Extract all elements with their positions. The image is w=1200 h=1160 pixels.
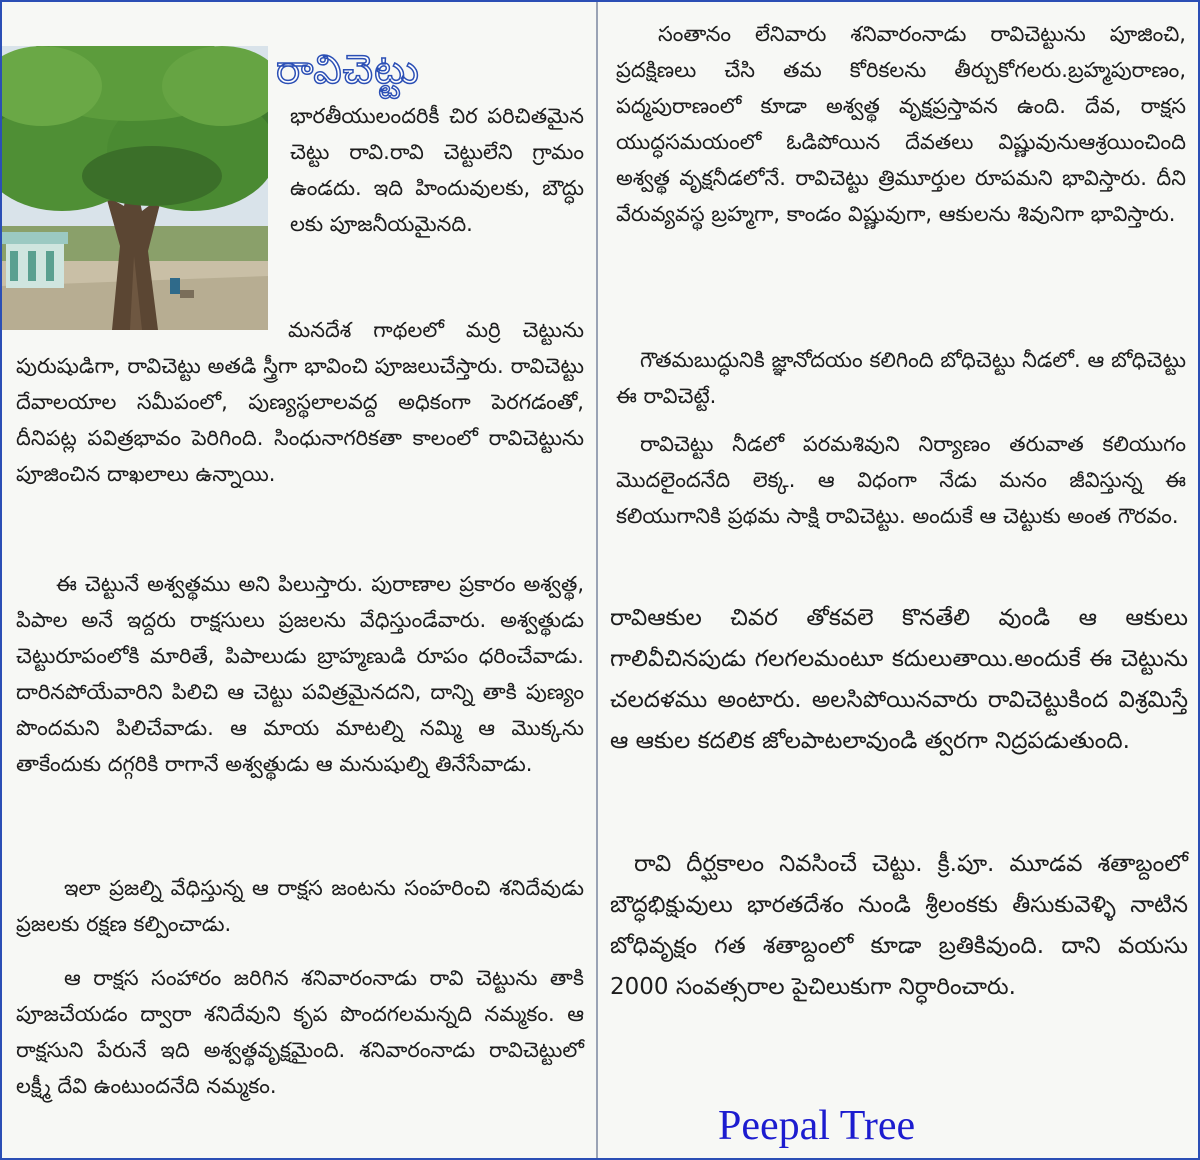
paragraph-left-2: మనదేశ గాథలలో మర్రి చెట్టును పురుషుడిగా, రావిచెట్టు అతడి స్త్రీగా భావించి పూజలుచేస్తారు. రావిచెట్టు దేవాలయాల సమీపంలో, పుణ్యస్థలాలవద్ద అధికంగా పెరగడంతో, దీనిపట్ల పవిత్రభావం పెరిగింది. సింధునాగరికతా కాలంలో రావిచెట్టును పూజించిన దాఖలాలు ఉన్నాయి. [16, 318, 584, 486]
paragraph-left-1: భారతీయులందరికీ చిర పరిచితమైన చెట్టు రావి.రావి చెట్టులేని గ్రామం ఉండదు. ఇది హిందువులకు, బౌద్ధు లకు పూజనీయమైనది. [290, 104, 584, 236]
paragraph-left-4: ఇలా ప్రజల్ని వేధిస్తున్న ఆ రాక్షస జంటను సంహరించి శనిదేవుడు ప్రజలకు రక్షణ కల్పించాడు. [16, 876, 584, 936]
peepal-tree-photo [2, 46, 268, 330]
image-caption: Peepal Tree [718, 1103, 916, 1149]
paragraph-right-4: రావిఆకుల చివర తోకవలె కొనతేలి వుండి ఆ ఆకులు గాలివీచినపుడు గలగలమంటూ కదులుతాయి.అందుకే ఈ చెట్టును చలదళము అంటారు. అలసిపోయినవారు రావిచెట్టుకింద విశ్రమిస్తే ఆ ఆకుల కదలిక జోలపాటలావుండి త్వరగా నిద్రపడుతుంది. [610, 605, 1188, 754]
article-title: రావిచెట్టు [276, 47, 420, 93]
left-column [2, 2, 594, 1158]
paragraph-left-5: ఆ రాక్షస సంహారం జరిగిన శనివారంనాడు రావి చెట్టును తాకి పూజచేయడం ద్వారా శనిదేవుని కృప పొందగలమన్నది నమ్మకం. ఆ రాక్షసుని పేరునే ఇది అశ్వత్థవృక్షమైంది. శనివారంనాడు రావిచెట్టులో లక్ష్మీ దేవి ఉంటుందనేది నమ్మకం. [16, 966, 584, 1098]
paragraph-right-1: సంతానం లేనివారు శనివారంనాడు రావిచెట్టును పూజించి, ప్రదక్షిణలు చేసి తమ కోరికలను తీర్చుకోగలరు.బ్రహ్మపురాణం, పద్మపురాణంలో కూడా అశ్వత్థ వృక్షప్రస్తావన ఉంది. దేవ, రాక్షస యుద్ధసమయంలో ఓడిపోయిన దేవతలు విష్ణువునుఆశ్రయించింది అశ్వత్థ వృక్షనీడలోనే. రావిచెట్టు త్రిమూర్తుల రూపమని భావిస్తారు. దీని వేరువ్యవస్థ బ్రహ్మగా, కాండం విష్ణువుగా, ఆకులను శివునిగా భావిస్తారు. [616, 22, 1186, 226]
paragraph-right-2: గౌతమబుద్ధునికి జ్ఞానోదయం కలిగింది బోధిచెట్టు నీడలో. ఆ బోధిచెట్టు ఈ రావిచెట్టే. [616, 348, 1186, 408]
column-divider [596, 2, 598, 1158]
paragraph-right-3: రావిచెట్టు నీడలో పరమశివుని నిర్యాణం తరువాత కలియుగం మొదలైందనేది లెక్క. ఆ విధంగా నేడు మనం జీవిస్తున్న ఈ కలియుగానికి ప్రథమ సాక్షి రావిచెట్టు. అందుకే ఆ చెట్టుకు అంత గౌరవం. [616, 432, 1186, 528]
tree-image-icon [2, 46, 268, 330]
paragraph-left-3: ఈ చెట్టునే అశ్వత్థము అని పిలుస్తారు. పురాణాల ప్రకారం అశ్వత్థ, పిపాల అనే ఇద్దరు రాక్షసులు ప్రజలను వేధిస్తుండేవారు. అశ్వత్థుడు చెట్టురూపంలోకి మారితే, పిపాలుడు బ్రాహ్మణుడి రూపం ధరించేవాడు. దారినపోయేవారిని పిలిచి ఆ చెట్టు పవిత్రమైనదని, దాన్ని తాకి పుణ్యం పొందమని పిలిచేవాడు. ఆ మాయ మాటల్ని నమ్మి ఆ మొక్కను తాకేందుకు దగ్గరికి రాగానే అశ్వత్థుడు ఆ మనుషుల్ని తినేసేవాడు. [16, 572, 584, 776]
right-column [602, 2, 1198, 1158]
paragraph-right-5: రావి దీర్ఘకాలం నివసించే చెట్టు. క్రీ.పూ. మూడవ శతాబ్దంలో బౌద్ధభిక్షువులు భారతదేశం నుండి శ్రీలంకకు తీసుకువెళ్ళి నాటిన బోధివృక్షం గత శతాబ్దంలో కూడా బ్రతికివుంది. దాని వయసు 2000 సంవత్సరాల పైచిలుకుగా నిర్ధారించారు. [610, 851, 1188, 1000]
